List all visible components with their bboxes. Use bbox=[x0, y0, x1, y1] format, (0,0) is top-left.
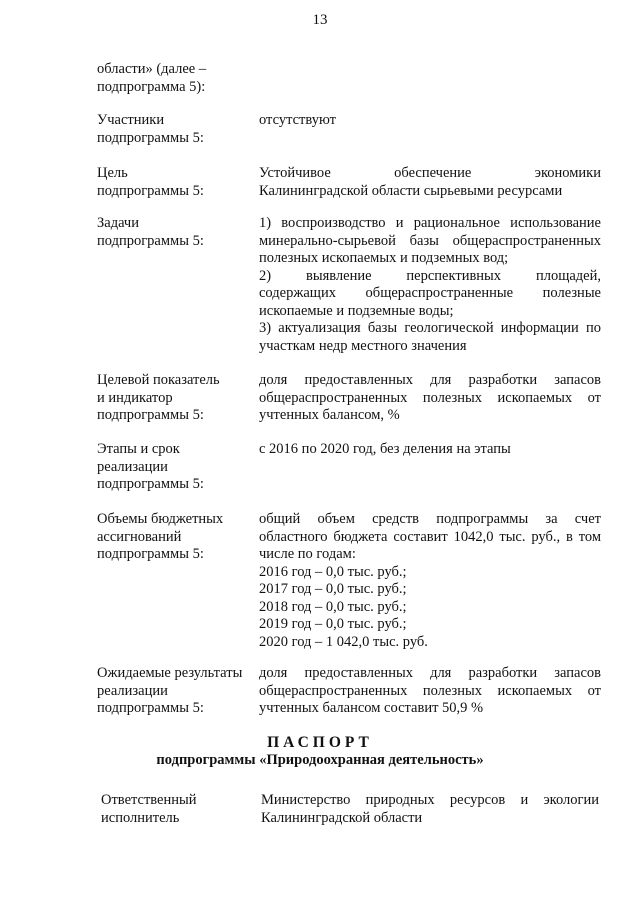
value-line: с 2016 по 2020 год, без деления на этапы bbox=[259, 441, 511, 457]
value-line: 2017 год – 0,0 тыс. руб.; bbox=[259, 581, 407, 597]
label-line: Ожидаемые результаты bbox=[97, 665, 243, 681]
label-line: реализации bbox=[97, 458, 168, 475]
label-line: Цель bbox=[97, 165, 128, 181]
label-line: Ответственный bbox=[101, 792, 197, 808]
value-line: 3) актуализация базы геологической информации по bbox=[259, 320, 601, 336]
value-line: 2018 год – 0,0 тыс. руб.; bbox=[259, 598, 407, 615]
value-line: 1) воспроизводство и рациональное использование bbox=[259, 215, 601, 231]
label-line: Объемы бюджетных bbox=[97, 511, 224, 527]
label-line: исполнитель bbox=[101, 809, 180, 826]
page-number: 13 bbox=[312, 12, 328, 28]
label-line: ассигнований bbox=[97, 528, 182, 545]
row-value bbox=[259, 511, 601, 651]
value-line: 2) выявление перспективных площадей, bbox=[259, 267, 601, 284]
value-line: Калининградской области bbox=[261, 809, 423, 826]
row-value bbox=[259, 165, 601, 200]
value-line: общераспространенных полезных ископаемых от bbox=[259, 682, 601, 699]
label-line: подпрограммы 5: bbox=[97, 700, 204, 716]
row-label bbox=[97, 372, 255, 425]
label-line: подпрограммы 5: bbox=[97, 476, 204, 492]
label-line: реализации bbox=[97, 682, 168, 699]
value-line: 2016 год – 0,0 тыс. руб.; bbox=[259, 563, 407, 580]
top-fragment-line: области» (далее – bbox=[97, 61, 207, 77]
row-value bbox=[259, 372, 601, 425]
value-line: 2019 год – 0,0 тыс. руб.; bbox=[259, 616, 407, 632]
value-line: 2020 год – 1 042,0 тыс. руб. bbox=[259, 633, 428, 650]
row-label bbox=[97, 165, 255, 200]
value-line: общераспространенных полезных ископаемых от bbox=[259, 389, 601, 406]
row-label bbox=[97, 511, 255, 564]
row-value bbox=[259, 112, 601, 130]
label-line: подпрограммы 5: bbox=[97, 232, 204, 249]
label-line: подпрограммы 5: bbox=[97, 182, 204, 199]
value-line: полезных ископаемых и подземных вод; bbox=[259, 250, 509, 266]
value-line: Устойчивое обеспечение экономики bbox=[259, 165, 601, 181]
label-line: и индикатор bbox=[97, 389, 173, 406]
label-line: Участники bbox=[97, 112, 165, 128]
value-line: доля предоставленных для разработки запасов bbox=[259, 372, 601, 388]
row-value bbox=[259, 441, 601, 459]
row-value bbox=[259, 215, 601, 355]
label-line: подпрограммы 5: bbox=[97, 129, 204, 146]
value-line: общий объем средств подпрограммы за счет bbox=[259, 511, 601, 527]
passport-subtitle: подпрограммы «Природоохранная деятельность» bbox=[156, 752, 484, 768]
value-line: отсутствуют bbox=[259, 112, 336, 128]
label-line: Задачи bbox=[97, 215, 139, 231]
row-label bbox=[101, 792, 259, 827]
value-line: Министерство природных ресурсов и экологии bbox=[261, 792, 599, 808]
value-line: числе по годам: bbox=[259, 546, 356, 562]
label-line: подпрограммы 5: bbox=[97, 546, 204, 562]
row-label bbox=[97, 441, 255, 494]
row-label bbox=[97, 215, 255, 250]
value-line: учтенных балансом составит 50,9 % bbox=[259, 700, 484, 716]
row-value bbox=[261, 792, 599, 827]
value-line: содержащих общераспространенные полезные bbox=[259, 285, 601, 301]
label-line: Целевой показатель bbox=[97, 372, 220, 388]
passport-title: ПАСПОРТ bbox=[267, 734, 373, 751]
value-line: доля предоставленных для разработки запасов bbox=[259, 665, 601, 681]
value-line: областного бюджета составит 1042,0 тыс. руб., в том bbox=[259, 528, 601, 545]
value-line: ископаемые и подземные воды; bbox=[259, 302, 454, 319]
value-line: участкам недр местного значения bbox=[259, 337, 467, 354]
value-line: учтенных балансом, % bbox=[259, 407, 400, 423]
top-fragment-line: подпрограмма 5): bbox=[97, 78, 206, 95]
value-line: минерально-сырьевой базы общераспространенных bbox=[259, 232, 601, 249]
row-label bbox=[97, 112, 255, 147]
value-line: Калининградской области сырьевыми ресурсами bbox=[259, 182, 563, 199]
label-line: Этапы и срок bbox=[97, 441, 180, 457]
row-label bbox=[97, 665, 262, 718]
label-line: подпрограммы 5: bbox=[97, 407, 204, 423]
row-value bbox=[259, 665, 601, 718]
